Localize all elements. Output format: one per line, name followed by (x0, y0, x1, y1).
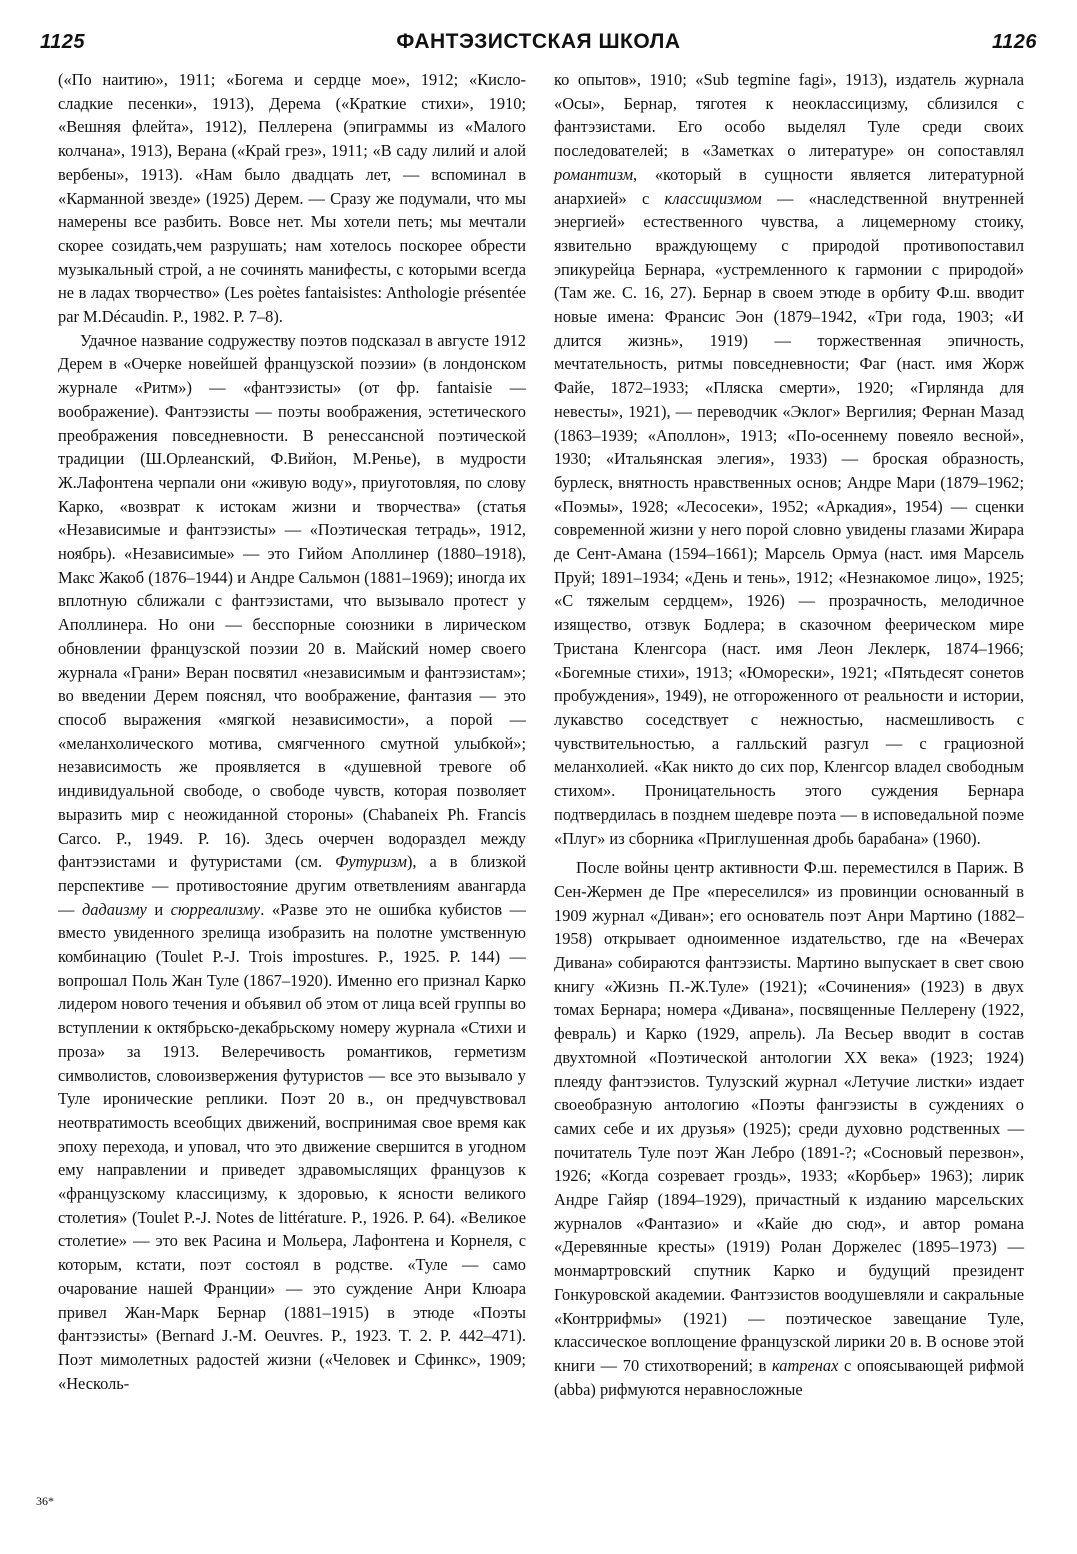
paragraph-text: («По наитию», 1911; «Богема и сердце мое», 1912; «Кисло-сладкие песенки», 1913), Дерема («Краткие стихи», 1910; «Вешняя флейта», 1912), Пеллерена (эпиграммы из «Малого колчана», 1913), Верана («Край грез», 1911; «В саду лилий и алой вербены», 1913). «Нам было двадцать лет, — вспоминал в «Карманной звезде» (1925) Дерем. — Сразу же подумали, что мы намерены все разбить. Вовсе нет. Мы хотели петь; мы мечтали скорее созидать,чем разрушать; нам хотелось поскорее обрести музыкальный строй, а не сочинять манифесты, с которыми всегда не в ладах творчество» (Les poètes fantaisistes: Anthologie présentée par M.Décaudin. P., 1982. P. 7–8). (58, 70, 526, 327)
running-title: ФАНТЭЗИСТСКАЯ ШКОЛА (396, 30, 681, 53)
cross-reference: дадаизму (81, 899, 147, 919)
paragraph-text: . «Разве это не ошибка кубистов — вместо увиденного зрелища изобразить на полотне умственную комбинацию (Toulet P.-J. Trois impostures. P., 1925. P. 144) — вопрошал Поль Жан Туле (1867–1920). Именно его признал Карко лидером нового течения и объявил об этом от лица всей группы во вступлении к октябрьско-декабрьскому номеру журнала «Стихи и проза» за 1913. Велеречивость романтиков, герметизм символистов, словоизвержения футуристов — все это вызывало у Туле иронические реплики. Поэт 20 в., он предчувствовал неотвратимость всеобщих движений, воспринимая свое время как эпоху перехода, и уповал, что это движение свершится в угодном ему направлении и приведет здравомыслящих французов к «французскому классицизму, к здоровью, к ясности великого столетия» (Toulet P.-J. Notes de littérature. P., 1926. P. 64). «Великое столетие» — это век Расина и Мольера, Лафонтена и Корнеля, с которым, кстати, поэт состоял в родстве. «Туле — само очарование нашей Франции» — это суждение Анри Клюара привел Жан-Марк Бернар (1881–1915) в этюде «Поэты фантэзисты» (Bernard J.-M. Oeuvres. P., 1923. T. 2. P. 442–471). Поэт мимолетных радостей жизни («Человек и Сфинкс», 1909; «Несколь- (58, 899, 527, 1393)
paragraph-text: — «наследственной внутренней энергией» естественного чувства, а лицемерному стоику, язвительно враждующему с природой противопоставил эпикурейца Бернара, «устремленного к гармонии с природой» (Там же. С. 16, 27). Бернар в своем этюде в орбиту Ф.ш. вводит новые имена: Франсис Эон (1879–1942, «Три года, 1903; «И длится жизнь», 1919) — торжественная эпичность, мечтательность, ритмы повседневности; Фаг (наст. имя Жорж Файе, 1872–1933; «Пляска смерти», 1920; «Гирлянда для невесты», 1921), — переводчик «Эклог» Вергилия; Фернан Мазад (1863–1939; «Аполлон», 1913; «По-осеннему повеяло весной», 1930; «Итальянская элегия», 1933) — броская образность, бурлеск, внятность нравственных основ; Андре Мари (1879–1962; «Поэмы», 1928; «Лесосеки», 1952; «Аркадия», 1954) — сценки современной жизни у него порой словно увидены глазами Жирара де Сент-Амана (1594–1661); Марсель Ормуа (наст. имя Марсель Пруй; 1891–1934; «День и тень», 1912; «Незнакомое лицо», 1925; «С тяжелым сердцем», 1926) — прозрачность, мелодичное изящество, отзвук Бодлера; в сказочном феерическом мире Тристана Кленгсора (наст. имя Леон Леклерк, 1874–1966; «Богемные стихи», 1913; «Юморески», 1921; «Пятьдесят сонетов пробуждения», 1949), не отгороженного от реальности и истории, лукавство соседствует с нежностью, насмешливость с чувствительностью, а галльский разгул — с грациозной меланхолией. «Как никто до сих пор, Кленгсор владел свободным стихом». Проницательность этого суждения Бернара подтвердилась в позднем шедевре поэта — в исповедальной поэме «Плуг» из сборника «Приглушенная дробь барабана» (1960). (554, 188, 1024, 848)
paragraph (58, 68, 526, 329)
left-column (58, 68, 526, 1395)
paragraph-text: После войны центр активности Ф.ш. переместился в Париж. В Сен-Жермен де Пре «переселился» из провинции основанный в 1909 журнал «Диван»; его основатель поэт Анри Мартино (1882–1958) открывает одноименное издательство, где на «Вечерах Дивана» собираются фантэзисты. Мартино выпускает в свет свою книгу «Жизнь П.-Ж.Туле» (1921); «Сочинения» (1923) в двух томах Бернара; номера «Дивана», посвященные Пеллерену (1922, февраль) и Карко (1929, апрель). Ла Весьер вводит в состав двухтомной «Поэтической антологии XX века» (1923; 1924) плеяду фантэзистов. Тулузский журнал «Летучие листки» издает своеобразную антологию «Поэты фангэзисты в суждениях о самих себе и их друзья» (1925); среди духовно родственных — почитатель Туле поэт Жан Лебро (1891-?; «Сосновый перезвон», 1926; «Когда созревает гроздь», 1933; «Корбьер» 1963); лирик Андре Гайяр (1894–1929), причастный к изданию марсельских журналов «Фантазио» и «Кайе дю сюд», и автор романа «Деревянные кресты» (1919) Ролан Доржелес (1895–1973) — монмартровский спутник Карко и будущий президент Гонкуровской академии. Фантэзистов воодушевляли и сакральные «Контррифмы» (1921) — поэтическое завещание Туле, классическое воплощение французской лирики 20 в. В основе этой книги — 70 стихотворений; в (554, 858, 1024, 1375)
paragraph-text: и (146, 899, 171, 919)
running-header (40, 30, 1037, 62)
cross-reference: сюрреализму (170, 899, 261, 919)
cross-reference: классицизмом (664, 188, 762, 208)
paragraph-text: , «который в сущности является литературной анархией» с (554, 164, 1024, 208)
paragraph (58, 329, 526, 1396)
left-page-number: 1125 (40, 31, 86, 53)
paragraph-text: с опоясывающей рифмой (abba) рифмуются неравносложные (554, 1355, 1024, 1399)
right-page-number: 1126 (991, 31, 1037, 53)
paragraph-text: ко опытов», 1910; «Sub tegmine fagi», 1913), издатель журнала «Осы», Бернар, тяготея к неоклассицизму, сблизился с фантэзистами. Его особо выделял Туле среди своих последователей; в «Заметках о литературе» он сопоставлял (554, 70, 1024, 161)
cross-reference: Футуризм (335, 852, 407, 872)
paragraph (554, 856, 1024, 1401)
right-column (554, 68, 1024, 1401)
signature-mark: 36* (36, 1494, 54, 1508)
paragraph-text: Удачное название содружеству поэтов подсказал в августе 1912 Дерем в «Очерке новейшей французской поэзии» (в лондонском журнале «Ритм») — «фантэзисты» (от фр. fantaisie — воображение). Фантэзисты — поэты воображения, эстетического преображения повседневности. В ренессансной поэтической традиции (Ш.Орлеанский, Ф.Вийон, М.Ренье), в мудрости Ж.Лафонтена черпали они «живую воду», приуготовляя, по слову Карко, «возврат к истокам жизни и творчества» (статья «Независимые и фантэзисты» — «Поэтическая тетрадь», 1912, ноябрь). «Независимые» — это Гийом Аполлинер (1880–1918), Макс Жакоб (1876–1944) и Андре Сальмон (1881–1969); иногда их вплотную сближали с фантэзистами, что вызывало протест у Аполлинера. Но они — бесспорные союзники в лирическом обновлении французской поэзии 20 в. Майский номер своего журнала «Грани» Веран посвятил «независимым и фантэзистам»; во введении Дерем пояснял, что воображение, фантазия — это способ выражения «мягкой независимости», а порой — «меланхолического мотива, смягченного смутной улыбкой»; независимость же проявляется в «душевной тревоге об индивидуальной свободе, о свободе чувств, которая позволяет выразить мир с неожиданной стороны» (Chabaneix Ph. Francis Carco. P., 1949. P. 16). Здесь очерчен водораздел между фантэзистами и футуристами (см. (58, 330, 526, 872)
cross-reference: катренах (772, 1355, 839, 1375)
paragraph (554, 68, 1024, 850)
paragraph-text: ), а в близкой перспективе — противостояние другим ответвлениям авангарда — (58, 852, 527, 919)
cross-reference: романтизм (554, 164, 634, 184)
